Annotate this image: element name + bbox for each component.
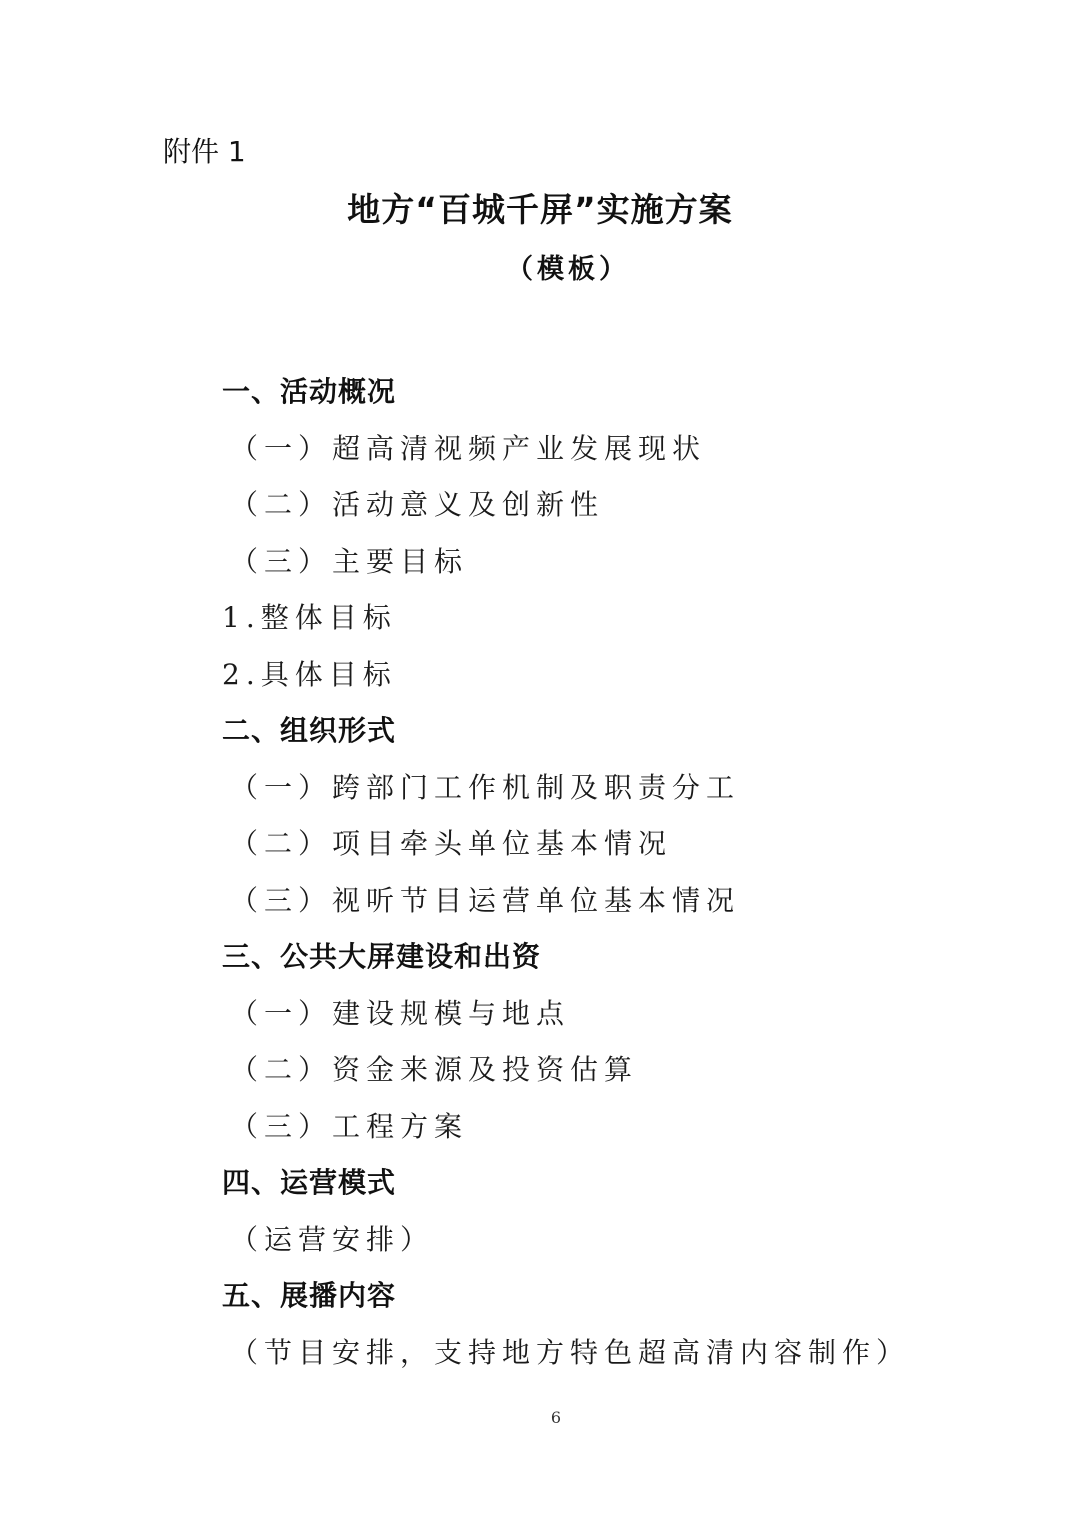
outline-heading: 一、活动概况 [222, 375, 397, 408]
outline-heading: 五、展播内容 [222, 1279, 397, 1312]
outline-subheading: （一）跨部门工作机制及职责分工 [230, 770, 741, 804]
outline-subheading: （一）建设规模与地点 [230, 996, 571, 1030]
outline-subheading: （二）资金来源及投资估算 [230, 1053, 639, 1086]
document-title: 地方“百城千屏”实施方案 [347, 190, 733, 229]
outline-note: （节目安排，支持地方特色超高清内容制作） [230, 1335, 911, 1369]
outline-heading: 四、运营模式 [222, 1166, 397, 1199]
outline-item: 1.整体目标 [222, 601, 397, 634]
outline-subheading: （三）视听节目运营单位基本情况 [230, 883, 741, 917]
outline-subheading: （二）活动意义及创新性 [230, 488, 605, 521]
document-outline [0, 364, 1080, 1381]
page-number: 6 [550, 1408, 562, 1427]
outline-subheading: （二）项目牵头单位基本情况 [230, 827, 673, 860]
outline-note: （运营安排） [230, 1222, 435, 1256]
outline-item: 2.具体目标 [222, 657, 397, 691]
outline-subheading: （三）主要目标 [230, 544, 469, 578]
outline-subheading: （三）工程方案 [230, 1109, 469, 1143]
outline-heading: 三、公共大屏建设和出资 [222, 940, 542, 973]
document-subtitle: （模板） [506, 254, 630, 285]
outline-heading: 二、组织形式 [222, 714, 397, 747]
attachment-label: 附件 1 [163, 135, 246, 168]
outline-subheading: （一）超高清视频产业发展现状 [230, 431, 707, 465]
